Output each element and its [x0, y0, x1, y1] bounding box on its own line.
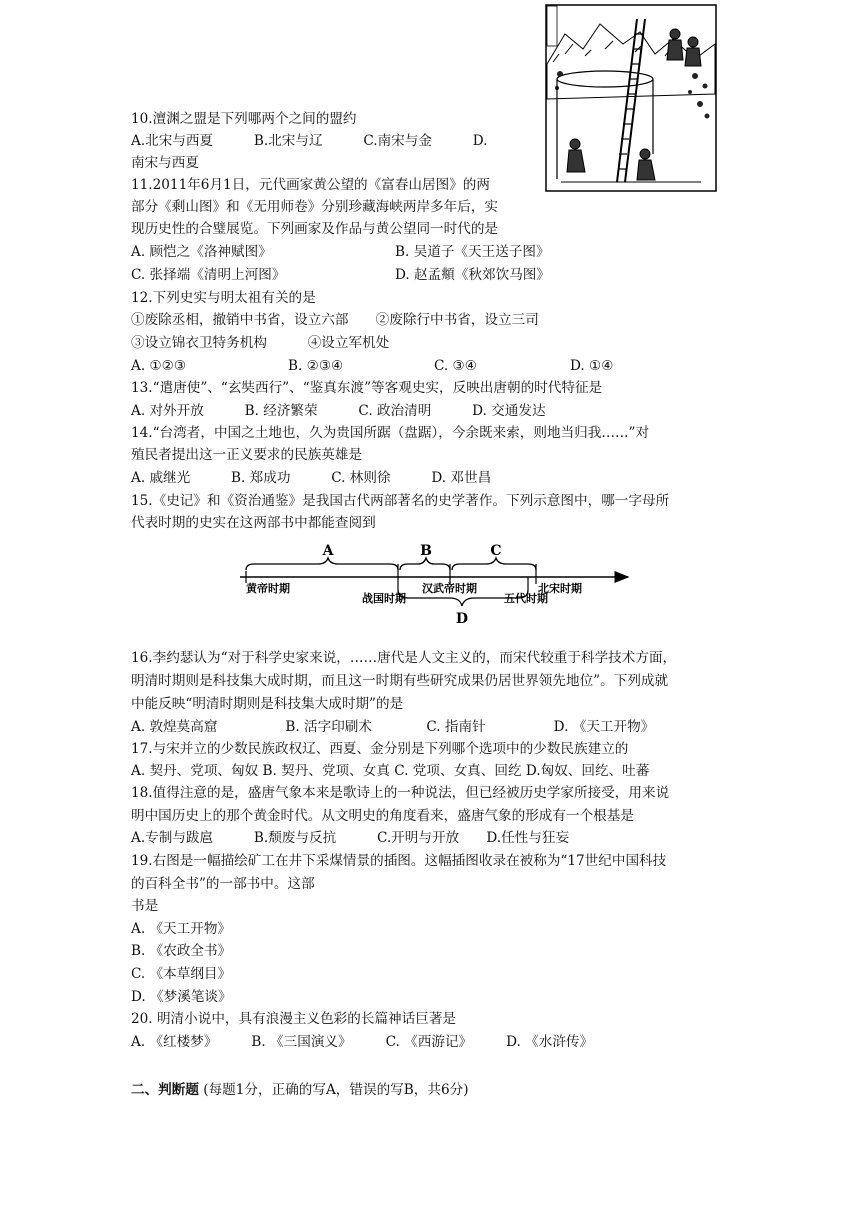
q18-options: A.专制与跋扈 B.颓废与反抗 C.开明与开放 D.任性与狂妄 [131, 830, 570, 846]
q14-options: A. 戚继光 B. 郑成功 C. 林则徐 D. 邓世昌 [131, 470, 492, 486]
q19-line3: 书是 [131, 898, 159, 914]
q18-line1: 18.值得注意的是，盛唐气象本来是歌诗上的一种说法，但已经被历史学家所接受，用来说 [131, 785, 670, 801]
brace-b [400, 558, 450, 570]
timeline-label-zhanguo: 战国时期 [362, 592, 406, 605]
timeline-label-hanwudi: 汉武帝时期 [422, 582, 477, 595]
q10-stem: 10.澶渊之盟是下列哪两个之间的盟约 [131, 111, 357, 127]
timeline-label-huangdi: 黄帝时期 [246, 582, 290, 595]
q20-stem: 20. 明清小说中，具有浪漫主义色彩的长篇神话巨著是 [131, 1011, 457, 1027]
q20-options: A. 《红楼梦》 B. 《三国演义》 C. 《西游记》 D. 《水浒传》 [131, 1034, 594, 1050]
coal-mining-illustration [545, 4, 717, 192]
q16-line1: 16.李约瑟认为“对于科学史家来说，……唐代是人文主义的，而宋代较重于科学技术方面， [131, 650, 677, 666]
timeline-letter-b: B [420, 543, 432, 559]
q15-line1: 15.《史记》和《资治通鉴》是我国古代两部著名的史学著作。下列示意图中，哪一字母所 [131, 493, 670, 509]
q17-stem: 17.与宋并立的少数民族政权辽、西夏、金分别是下列哪个选项中的少数民族建立的 [131, 741, 629, 757]
q15-line2: 代表时期的史实在这两部书中都能查阅到 [131, 515, 376, 531]
q11-line3: 现历史性的合璧展览。下列画家及作品与黄公望同一时代的是 [131, 221, 499, 237]
history-timeline-diagram [238, 540, 633, 635]
q17-options: A. 契丹、党项、匈奴 B. 契丹、党项、女真 C. 党项、女真、回纥 D.匈奴、回纥、吐蕃 [131, 763, 650, 779]
timeline-letter-c: C [490, 543, 502, 559]
q16-line3: 中能反映“明清时期则是科技集大成时期”的是 [131, 696, 404, 712]
q12-option-b: B. ②③④ [288, 358, 344, 374]
section-2-note: (每题1分，正确的写A，错误的写B，共6分) [198, 1082, 469, 1098]
q12-option-d: D. ①④ [570, 358, 614, 374]
q12-items-1: ①废除丞相，撤销中书省，设立六部 ②废除行中书省，设立三司 [131, 312, 539, 328]
q12-stem: 12.下列史实与明太祖有关的是 [131, 290, 316, 306]
q11-option-d: D. 赵孟頫《秋郊饮马图》 [395, 267, 550, 283]
q11-option-c: C. 张择端《清明上河图》 [131, 267, 286, 283]
section-2-title: 二、判断题 [131, 1082, 199, 1098]
q13-options: A. 对外开放 B. 经济繁荣 C. 政治清明 D. 交通发达 [131, 403, 546, 419]
timeline-label-beisong: 北宋时期 [538, 582, 582, 595]
q11-line1: 11.2011年6月1日，元代画家黄公望的《富春山居图》的两 [131, 177, 490, 193]
q10-options: A.北宋与西夏 B.北宋与辽 C.南宋与金 D. [131, 133, 488, 149]
q19-option-d: D. 《梦溪笔谈》 [131, 989, 232, 1005]
q12-option-a: A. ①②③ [131, 358, 187, 374]
q16-line2: 明清时期则是科技集大成时期，而且这一时期有些研究成果仍居世界领先地位”。下列成就 [131, 673, 669, 689]
q11-option-b: B. 吴道子《天王送子图》 [395, 244, 550, 260]
q14-line1: 14.“台湾者，中国之土地也，久为贵国所踞（盘踞），今余既来索，则地当归我……”对 [131, 425, 650, 441]
q10-option-d-wrap: 南宋与西夏 [131, 155, 199, 171]
q16-options: A. 敦煌莫高窟 B. 活字印刷术 C. 指南针 D. 《天工开物》 [131, 719, 655, 735]
brace-c [452, 558, 536, 570]
timeline-letter-a: A [322, 543, 334, 559]
timeline-label-wudai: 五代时期 [504, 592, 548, 605]
q12-option-c: C. ③④ [434, 358, 477, 374]
q14-line2: 殖民者提出这一正义要求的民族英雄是 [131, 447, 363, 463]
q12-items-2: ③设立锦衣卫特务机构 ④设立军机处 [131, 335, 390, 351]
q18-line2: 明中国历史上的那个黄金时代。从文明史的角度看来，盛唐气象的形成有一个根基是 [131, 808, 634, 824]
q19-option-c: C. 《本草纲目》 [131, 966, 232, 982]
section-2-heading [131, 1081, 469, 1099]
brace-a [246, 558, 398, 570]
q13-stem: 13.“遣唐使”、“玄奘西行”、“鉴真东渡”等客观史实，反映出唐朝的时代特征是 [131, 380, 603, 396]
q19-line2: 的百科全书”的一部书中。这部 [131, 876, 315, 892]
q11-option-a: A. 顾恺之《洛神赋图》 [131, 244, 272, 260]
q19-line1: 19.右图是一幅描绘矿工在井下采煤情景的插图。这幅插图收录在被称为“17世纪中国科技 [131, 853, 667, 869]
q11-line2: 部分《剩山图》和《无用师卷》分别珍藏海峡两岸多年后，实 [131, 199, 499, 215]
q19-option-b: B. 《农政全书》 [131, 943, 232, 959]
q19-option-a: A. 《天工开物》 [131, 921, 232, 937]
timeline-letter-d: D [455, 611, 469, 627]
